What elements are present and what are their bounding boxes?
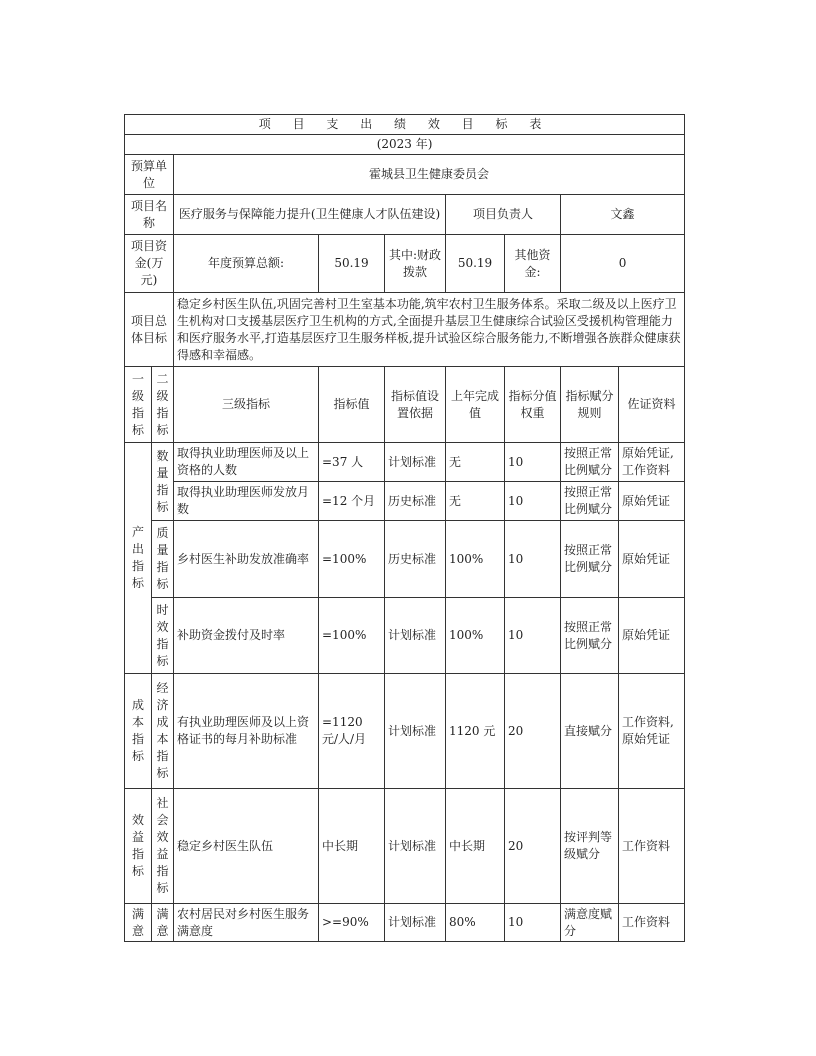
indicator-last-year: 100% xyxy=(446,521,505,598)
indicator-name: 农村居民对乡村医生服务满意度 xyxy=(174,904,319,942)
header-level2: 二级指标 xyxy=(152,367,174,443)
indicator-rule: 按照正常比例赋分 xyxy=(561,598,619,674)
header-rule: 指标赋分规则 xyxy=(561,367,619,443)
indicator-basis: 历史标准 xyxy=(385,521,446,598)
table-row xyxy=(125,521,685,598)
level2-economic-cost: 经济成本指标 xyxy=(152,674,174,789)
indicator-basis: 计划标准 xyxy=(385,789,446,904)
annual-budget-label: 年度预算总额: xyxy=(174,235,319,293)
indicator-weight: 10 xyxy=(505,521,561,598)
header-basis: 指标值设置依据 xyxy=(385,367,446,443)
level2-satisfaction: 满意 xyxy=(152,904,174,942)
indicator-last-year: 1120 元 xyxy=(446,674,505,789)
table-row xyxy=(125,443,685,482)
table-row xyxy=(125,904,685,942)
fiscal-allocation-label: 其中:财政拨款 xyxy=(385,235,446,293)
indicator-last-year: 无 xyxy=(446,443,505,482)
table-title: 项 目 支 出 绩 效 目 标 表 xyxy=(125,115,685,135)
indicator-last-year: 80% xyxy=(446,904,505,942)
indicator-evidence: 工作资料 xyxy=(619,904,685,942)
indicator-rule: 按照正常比例赋分 xyxy=(561,521,619,598)
annual-budget-value: 50.19 xyxy=(319,235,385,293)
level2-quality: 质量指标 xyxy=(152,521,174,598)
indicator-rule: 直接赋分 xyxy=(561,674,619,789)
header-weight: 指标分值权重 xyxy=(505,367,561,443)
indicator-name: 有执业助理医师及以上资格证书的每月补助标准 xyxy=(174,674,319,789)
indicator-weight: 10 xyxy=(505,904,561,942)
indicator-last-year: 100% xyxy=(446,598,505,674)
indicator-name: 取得执业助理医师发放月数 xyxy=(174,482,319,521)
other-funds-label: 其他资金: xyxy=(505,235,561,293)
level2-social-benefit: 社会效益指标 xyxy=(152,789,174,904)
indicator-weight: 10 xyxy=(505,482,561,521)
table-row xyxy=(125,598,685,674)
fiscal-allocation-value: 50.19 xyxy=(446,235,505,293)
header-level3: 三级指标 xyxy=(174,367,319,443)
level1-satisfaction: 满意 xyxy=(125,904,152,942)
overall-goal-label: 项目总体目标 xyxy=(125,293,174,367)
indicator-last-year: 中长期 xyxy=(446,789,505,904)
indicator-evidence: 原始凭证 xyxy=(619,482,685,521)
level2-quantity: 数量指标 xyxy=(152,443,174,521)
other-funds-value: 0 xyxy=(561,235,685,293)
indicator-name: 稳定乡村医生队伍 xyxy=(174,789,319,904)
indicator-weight: 20 xyxy=(505,789,561,904)
header-level1: 一级指标 xyxy=(125,367,152,443)
indicator-evidence: 工作资料 xyxy=(619,789,685,904)
indicator-name: 补助资金拨付及时率 xyxy=(174,598,319,674)
indicator-weight: 20 xyxy=(505,674,561,789)
level2-timeliness: 时效指标 xyxy=(152,598,174,674)
indicator-name: 乡村医生补助发放准确率 xyxy=(174,521,319,598)
budget-unit-value: 霍城县卫生健康委员会 xyxy=(174,155,685,195)
header-last-year: 上年完成值 xyxy=(446,367,505,443)
performance-target-table xyxy=(124,114,685,942)
indicator-evidence: 工作资料,原始凭证 xyxy=(619,674,685,789)
indicator-rule: 按照正常比例赋分 xyxy=(561,482,619,521)
indicator-basis: 计划标准 xyxy=(385,443,446,482)
level1-cost: 成本指标 xyxy=(125,674,152,789)
indicator-weight: 10 xyxy=(505,443,561,482)
header-evidence: 佐证资料 xyxy=(619,367,685,443)
indicator-evidence: 原始凭证,工作资料 xyxy=(619,443,685,482)
indicator-rule: 按照正常比例赋分 xyxy=(561,443,619,482)
indicator-name: 取得执业助理医师及以上资格的人数 xyxy=(174,443,319,482)
indicator-value: =37 人 xyxy=(319,443,385,482)
table-row xyxy=(125,674,685,789)
indicator-value: =100% xyxy=(319,598,385,674)
table-row xyxy=(125,789,685,904)
indicator-value: >=90% xyxy=(319,904,385,942)
indicator-evidence: 原始凭证 xyxy=(619,521,685,598)
overall-goal-text: 稳定乡村医生队伍,巩固完善村卫生室基本功能,筑牢农村卫生服务体系。采取二级及以上医疗卫生机构对口支援基层医疗卫生机构的方式,全面提升基层卫生健康综合试验区受援机构管理能力和医疗服务水平,打造基层医疗卫生服务样板,提升试验区综合服务能力,不断增强各族群众健康获得感和幸福感。 xyxy=(174,293,685,367)
indicator-weight: 10 xyxy=(505,598,561,674)
indicator-value: =12 个月 xyxy=(319,482,385,521)
indicator-basis: 计划标准 xyxy=(385,904,446,942)
indicator-value: 中长期 xyxy=(319,789,385,904)
indicator-rule: 按评判等级赋分 xyxy=(561,789,619,904)
indicator-basis: 计划标准 xyxy=(385,674,446,789)
project-name-label: 项目名称 xyxy=(125,195,174,235)
indicator-last-year: 无 xyxy=(446,482,505,521)
project-name-value: 医疗服务与保障能力提升(卫生健康人才队伍建设) xyxy=(174,195,446,235)
budget-unit-label: 预算单位 xyxy=(125,155,174,195)
project-manager-value: 文鑫 xyxy=(561,195,685,235)
indicator-evidence: 原始凭证 xyxy=(619,598,685,674)
indicator-value: =1120 元/人/月 xyxy=(319,674,385,789)
table-row xyxy=(125,482,685,521)
project-manager-label: 项目负责人 xyxy=(446,195,561,235)
level1-benefit: 效益指标 xyxy=(125,789,152,904)
year-label: (2023 年) xyxy=(125,135,685,155)
indicator-value: =100% xyxy=(319,521,385,598)
indicator-basis: 计划标准 xyxy=(385,598,446,674)
indicator-basis: 历史标准 xyxy=(385,482,446,521)
level1-output: 产出指标 xyxy=(125,443,152,674)
funds-label: 项目资金(万元) xyxy=(125,235,174,293)
indicator-rule: 满意度赋分 xyxy=(561,904,619,942)
header-value: 指标值 xyxy=(319,367,385,443)
